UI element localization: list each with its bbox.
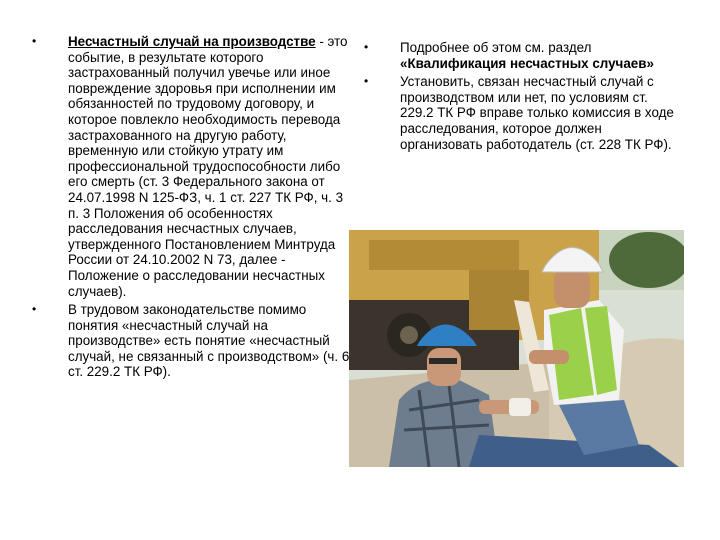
legislation-text: В трудовом законодательстве помимо понятия «несчастный случай на производстве» есть понятие «несчастный случай, не связанный с производством» (ч. 6 ст. 229.2 ТК РФ). bbox=[68, 302, 350, 380]
bandage bbox=[509, 398, 531, 416]
bullet-mark: • bbox=[32, 34, 37, 48]
reference-text: Подробнее об этом см. раздел bbox=[400, 40, 592, 55]
kneeling-worker-face bbox=[554, 268, 590, 308]
bullet-item-legislation bbox=[32, 302, 350, 380]
definition-text: - это событие, в результате которого застрахованный получил увечье или иное повреждение здоровья при исполнении им обязанностей по трудовому договору, и которое повлекло необходимость перевода застрахованного на другую работу, временную или стойкую утрату им профессиональной трудоспособности либо его смерть (ст. 3 Федерального закона от 24.07.1998 N 125-ФЗ, ч. 1 ст. 227 ТК РФ, ч. 3 п. 3 Положения об особенностях расследования несчастных случаев, утвержденного Постановлением Минтруда России от 24.10.2002 N 73, далее - Положение о расследовании несчастных случаев). bbox=[68, 34, 348, 299]
machine-panel bbox=[369, 240, 519, 270]
bullet-mark: • bbox=[364, 40, 369, 54]
bullet-mark: • bbox=[364, 74, 369, 89]
right-column bbox=[364, 40, 684, 152]
left-column bbox=[32, 34, 350, 380]
term-heading: Несчастный случай на производстве bbox=[68, 34, 316, 49]
seated-worker-face bbox=[427, 348, 461, 386]
first-aid-illustration bbox=[349, 230, 684, 467]
bullet-item-definition bbox=[32, 34, 350, 299]
bullet-item-reference bbox=[364, 40, 684, 71]
machine-hub bbox=[400, 326, 418, 344]
reference-section-title: «Квалификация несчастных случаев» bbox=[400, 55, 654, 71]
bullet-mark: • bbox=[32, 302, 37, 317]
commission-text: Установить, связан несчастный случай с производством или нет, по условиям ст. 229.2 ТК РФ вправе только комиссия в ходе расследования, которое должен организовать работодатель (ст. 228 ТК РФ). bbox=[400, 74, 674, 152]
bullet-item-commission bbox=[364, 74, 684, 152]
helper-arm bbox=[529, 350, 569, 364]
safety-glasses bbox=[429, 358, 457, 364]
first-aid-photo bbox=[349, 230, 684, 467]
